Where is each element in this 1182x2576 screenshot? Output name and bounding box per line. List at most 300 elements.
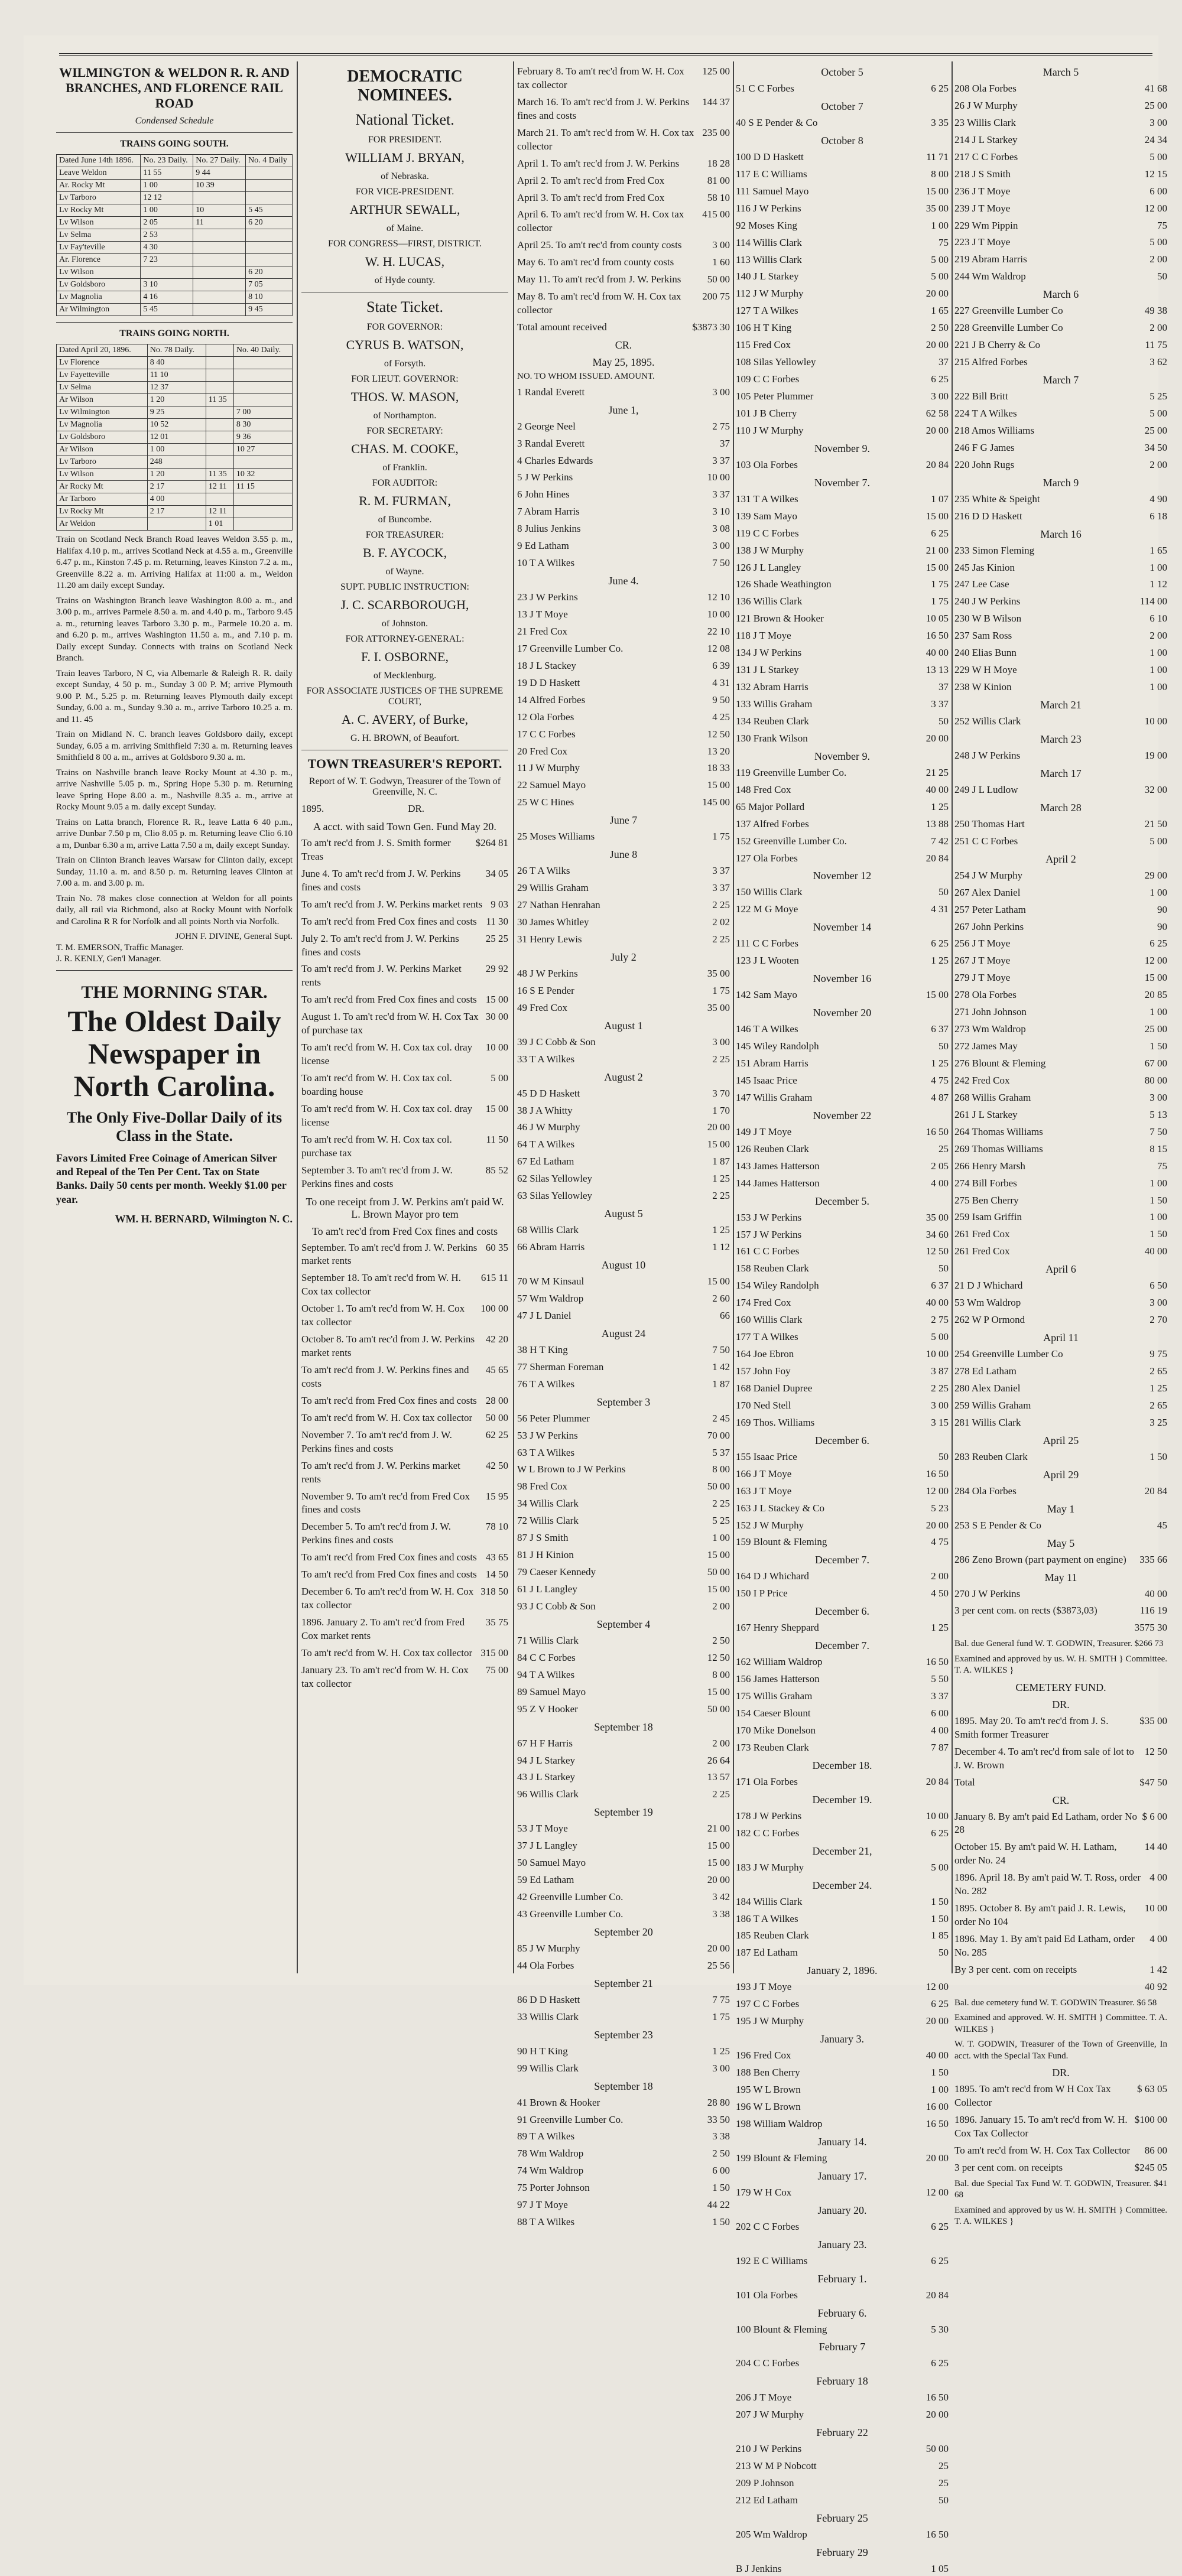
entry-amount: 1 85 (931, 1930, 949, 1941)
entry-text: 111 C C Forbes (736, 938, 798, 949)
entry-text: 25 Moses Williams (517, 831, 595, 843)
ledger-entry (954, 1313, 1167, 1327)
entry-text: August 24 (601, 1327, 646, 1339)
timetable-row (57, 431, 293, 444)
entry-text: 61 J L Langley (517, 1583, 577, 1595)
timetable-cell: 12 11 (206, 506, 233, 518)
ledger-entry (736, 2100, 949, 2114)
entry-text: 268 Willis Graham (954, 1091, 1031, 1103)
ledger-entry (517, 2181, 730, 2195)
ledger-entry (736, 527, 949, 541)
cemetery-entries (954, 1715, 1167, 1790)
entry-amount: 10 00 (485, 1042, 508, 1053)
entry-text: 215 Alfred Forbes (954, 356, 1028, 368)
entry-text: September 19 (594, 1806, 653, 1819)
timetable-cell (193, 229, 246, 242)
entry-text: 229 Wm Pippin (954, 219, 1018, 231)
entry-text: December 6. To am't rec'd from W. H. Cox tax collector (301, 1586, 474, 1611)
ledger-entry (517, 1566, 730, 1579)
nominee-name: CYRUS B. WATSON, (346, 337, 464, 352)
report-dr: DR. (408, 803, 425, 814)
entry-text: 126 Shade Weathington (736, 578, 832, 590)
entry-text: 94 T A Wilkes (517, 1668, 575, 1680)
ledger-entry (517, 1121, 730, 1134)
date-heading (954, 1469, 1167, 1481)
nominee-place: G. H. BROWN, of Beaufort. (350, 733, 459, 743)
ledger-entry (736, 835, 949, 848)
entry-amount: $264 81 (475, 837, 508, 848)
entry-amount: 15 00 (707, 1840, 730, 1852)
entry-text: 279 J T Moye (954, 972, 1011, 984)
entry-amount: 50 00 (707, 1481, 730, 1492)
ledger-entry (517, 1771, 730, 1784)
entry-text: 105 Peter Plummer (736, 391, 814, 402)
entry-text: 46 J W Murphy (517, 1121, 580, 1133)
date-heading (517, 1208, 730, 1220)
entry-text: 256 J T Moye (954, 938, 1011, 949)
entry-amount: 15 00 (926, 561, 949, 573)
entry-amount: 2 65 (1149, 1365, 1167, 1377)
date-heading (736, 2341, 949, 2353)
ledger-entry (736, 219, 949, 233)
ledger-entry (954, 954, 1167, 968)
entry-amount: 9 50 (712, 694, 730, 705)
entry-text: 1895. May 20. To am't rec'd from J. S. Smith former Treasurer (954, 1715, 1109, 1740)
entry-amount: 6 25 (1149, 938, 1167, 949)
entry-text: 41 Brown & Hooker (517, 2096, 600, 2108)
entry-amount: 3 00 (712, 239, 730, 251)
ledger-entry (736, 1416, 949, 1430)
entry-text: 174 Fred Cox (736, 1297, 791, 1309)
timetable-cell: 10 27 (233, 444, 292, 456)
nominee-place: of Johnston. (381, 619, 428, 629)
entry-amount: 2 00 (931, 1570, 949, 1582)
date-heading (517, 1020, 730, 1032)
ledger-entry (517, 1754, 730, 1768)
timetable-row (57, 444, 293, 456)
ledger-entry (954, 1040, 1167, 1053)
timetable-row (57, 266, 293, 279)
entry-amount: 4 25 (712, 711, 730, 723)
traffic-manager: T. M. EMERSON, Traffic Manager. (56, 942, 184, 952)
entry-amount: 20 85 (1144, 989, 1167, 1001)
entry-amount: 33 50 (707, 2113, 730, 2125)
timetable-row (57, 406, 293, 419)
entry-amount: 15 00 (707, 1583, 730, 1595)
entry-amount: 5 00 (1149, 407, 1167, 419)
column-divider (952, 61, 953, 1973)
ledger-entry (736, 1861, 949, 1875)
date-heading (954, 767, 1167, 780)
entry-text: 100 Blount & Fleming (736, 2323, 827, 2335)
entry-text: 78 Wm Waldrop (517, 2148, 584, 2159)
entry-text: 27 Nathan Henrahan (517, 899, 600, 911)
entry-text: 37 J L Langley (517, 1840, 577, 1852)
entry-text: 246 F G James (954, 441, 1015, 453)
entry-text: August 1. To am't rec'd from W. H. Cox Tax of purchase tax (301, 1011, 479, 1036)
entry-text: To am't rec'd from W. H. Cox tax col. boarding house (301, 1072, 452, 1097)
entry-text: January 23. To am't rec'd from W. H. Cox tax collector (301, 1664, 469, 1689)
ledger-entry (954, 168, 1167, 181)
ledger-entry (736, 1262, 949, 1276)
date-heading (954, 1537, 1167, 1550)
ad-five-dollar: The Only Five-Dollar Daily of its Class in the State. (66, 1109, 282, 1145)
date-heading (517, 1926, 730, 1938)
entry-text: May 5 (1047, 1537, 1075, 1549)
entry-text: 139 Sam Mayo (736, 510, 797, 522)
entry-amount: 50 (939, 1450, 949, 1462)
ledger-entry (954, 903, 1167, 917)
entry-text: February 1. (817, 2272, 867, 2285)
entry-text: 19 D D Haskett (517, 676, 580, 688)
timetable-cell: 6 20 (246, 266, 293, 279)
entry-text: December 7. (815, 1640, 869, 1652)
date-heading (954, 853, 1167, 866)
ledger-entry (301, 1241, 508, 1269)
entry-amount: 37 (939, 681, 949, 693)
date-heading (736, 1195, 949, 1208)
timetable-cell: 4 16 (141, 291, 193, 304)
entry-amount: 1 25 (931, 801, 949, 812)
entry-text: April 25. To am't rec'd from county costs (517, 239, 682, 251)
entry-text: To am't rec'd from J. S. Smith former Treas (301, 837, 451, 862)
entry-amount: 1 50 (931, 2067, 949, 2079)
ledger-entry (736, 1621, 949, 1635)
entry-text: 227 Greenville Lumber Co (954, 305, 1063, 317)
entry-amount: 12 15 (1144, 168, 1167, 180)
entry-text: By 3 per cent. com on receipts (954, 1963, 1077, 1975)
ledger-entry (736, 185, 949, 199)
entry-text: 3 per cent com. on receipts (954, 2161, 1063, 2173)
ledger-entry (736, 1946, 949, 1960)
report-year: 1895. (301, 803, 324, 814)
entry-text: 95 Z V Hooker (517, 1703, 578, 1715)
entry-amount: 3 00 (1149, 1091, 1167, 1103)
timetable-cell (206, 382, 233, 394)
entry-amount: 28 00 (485, 1394, 508, 1406)
entry-text: 123 J L Wooten (736, 955, 799, 967)
ledger-entry (736, 1690, 949, 1703)
timetable-cell: Lv Magnolia (57, 419, 148, 431)
entry-amount: 1 75 (931, 596, 949, 607)
ledger-entry (954, 2161, 1167, 2175)
ledger-entry (736, 2460, 949, 2473)
entry-text: To am't rec'd from Fred Cox fines and costs (301, 1394, 477, 1406)
ledger-entry (954, 1840, 1167, 1868)
entry-text: 117 E C Williams (736, 168, 807, 180)
entry-text: 23 Willis Clark (954, 116, 1016, 128)
timetable-cell (193, 254, 246, 266)
timetable-cell: 12 12 (141, 192, 193, 204)
entry-text: 29 Willis Graham (517, 882, 589, 894)
ledger-entry (954, 1074, 1167, 1088)
entry-amount: 20 00 (926, 2409, 949, 2421)
ledger-column-3 (517, 61, 730, 2228)
entry-text: September 21 (594, 1977, 653, 1989)
entry-text: June 4. To am't rec'd from J. W. Perkins fines and costs (301, 867, 461, 893)
ledger-entry (736, 1331, 949, 1344)
ledger-entry (954, 886, 1167, 900)
ledger-entry (517, 65, 730, 92)
ledger-entry (954, 1715, 1167, 1742)
timetable-cell: 2 17 (147, 506, 206, 518)
cemetery-title: CEMETERY FUND. (1015, 1681, 1106, 1693)
entry-amount: 85 52 (485, 1164, 508, 1176)
ledger-entry (954, 1776, 1167, 1790)
entry-amount: 90 (1157, 903, 1167, 915)
timetable-row (57, 481, 293, 493)
timetable-cell (193, 304, 246, 316)
ledger-entry (736, 287, 949, 301)
ledger-entry (736, 1023, 949, 1036)
entry-amount: 20 84 (926, 852, 949, 864)
entry-amount: 1 00 (931, 2084, 949, 2095)
entry-amount: 13 88 (926, 818, 949, 830)
entry-text: 21 D J Whichard (954, 1280, 1023, 1292)
entry-text: 21 Fred Cox (517, 625, 567, 637)
entry-amount: 1 70 (712, 1104, 730, 1116)
entry-text: 5 J W Perkins (517, 471, 573, 483)
entry-text: 185 Reuben Clark (736, 1930, 809, 1941)
entry-text: 199 Blount & Fleming (736, 2152, 827, 2164)
date-heading (736, 2273, 949, 2285)
entry-text: 207 J W Murphy (736, 2409, 804, 2421)
ledger-entry (954, 663, 1167, 677)
ledger-entry (517, 522, 730, 536)
cemetery-total-row (954, 1980, 1167, 1994)
entry-text: November 9. (814, 442, 870, 454)
entry-amount: 2 50 (712, 2148, 730, 2159)
ledger-entry (517, 488, 730, 502)
date-heading (736, 921, 949, 934)
ledger-entry (517, 711, 730, 724)
ad-oldest: The Oldest Daily Newspaper in North Carolina. (67, 1004, 281, 1103)
entry-text: 112 J W Murphy (736, 288, 804, 300)
entry-amount: 1 75 (712, 2011, 730, 2022)
date-heading (736, 477, 949, 489)
entry-text: 9 Ed Latham (517, 540, 569, 552)
ledger-entry (736, 1587, 949, 1601)
entry-amount: 4 87 (931, 1091, 949, 1103)
receipts-list (517, 65, 730, 334)
entry-text: 247 Lee Case (954, 578, 1009, 590)
nominee-place: of Buncombe. (378, 515, 432, 525)
ledger-entry (736, 1895, 949, 1909)
ledger-entry (517, 642, 730, 656)
ledger-entry (736, 2220, 949, 2234)
entry-text: 67 H F Harris (517, 1737, 573, 1749)
entry-text: 59 Ed Latham (517, 1874, 574, 1886)
ledger-entry (954, 2144, 1167, 2158)
entry-amount: 318 50 (480, 1586, 508, 1598)
ledger-entry (954, 629, 1167, 643)
entry-text: 140 J L Starkey (736, 271, 799, 282)
entry-amount: 5 30 (931, 2323, 949, 2335)
entry-text: July 2 (611, 951, 637, 963)
entry-text: May 8. To am't rec'd from W. H. Cox tax collector (517, 291, 681, 316)
entry-text: February 8. To am't rec'd from W. H. Cox tax collector (517, 66, 684, 90)
timetable-cell: Leave Weldon (57, 167, 141, 180)
entry-text: January 3. (820, 2033, 864, 2045)
date-heading (736, 2136, 949, 2148)
nominee-name: W. H. LUCAS, (365, 254, 445, 269)
entry-amount: 2 75 (931, 1314, 949, 1326)
entry-amount: 12 50 (707, 1651, 730, 1663)
ledger-entry (517, 539, 730, 553)
entry-amount: 1 00 (1149, 1211, 1167, 1223)
entry-text: 96 Willis Clark (517, 1788, 579, 1800)
nominee-office: FOR TREASURER: (365, 530, 444, 540)
entry-text: 163 J L Stackey & Co (736, 1502, 824, 1514)
ledger-entry (517, 1172, 730, 1186)
entry-text: 278 Ola Forbes (954, 989, 1017, 1001)
ledger-entry (736, 116, 949, 130)
entry-text: October 5 (821, 66, 863, 78)
entry-text: March 17 (1040, 767, 1082, 779)
entry-amount: 12 00 (926, 2186, 949, 2198)
entry-text: 23 J W Perkins (517, 591, 578, 603)
entry-text: 121 Brown & Hooker (736, 613, 824, 625)
entry-amount: 20 00 (707, 1942, 730, 1954)
entry-text: 43 Greenville Lumber Co. (517, 1908, 624, 1920)
entry-amount: 10 00 (707, 609, 730, 620)
ledger-entry (736, 852, 949, 866)
entry-amount: 2 60 (712, 1292, 730, 1304)
ledger-entry (517, 2096, 730, 2110)
entry-text: 53 J W Perkins (517, 1429, 578, 1441)
entry-text: April 25 (1043, 1434, 1079, 1446)
entry-text: To am't rec'd from W. H. Cox tax collector (301, 1411, 473, 1423)
ledger-entry (301, 962, 508, 990)
date-heading (954, 1435, 1167, 1447)
ledger-entry (736, 783, 949, 797)
ledger-entry (301, 1302, 508, 1329)
timetable-row (57, 291, 293, 304)
entry-text: To am't rec'd from J. W. Perkins market rents (301, 898, 483, 910)
entry-amount: 42 50 (485, 1459, 508, 1471)
entry-amount: 4 00 (1149, 1872, 1167, 1884)
entry-text: 71 Willis Clark (517, 1634, 579, 1646)
entry-amount: 25 00 (1144, 1023, 1167, 1035)
ledger-entry (517, 1378, 730, 1391)
entry-text: 166 J T Moye (736, 1468, 792, 1479)
orders-header: NO. TO WHOM ISSUED. AMOUNT. (517, 371, 655, 381)
nominee-block (301, 322, 508, 369)
entry-text: 259 Isam Griffin (954, 1211, 1022, 1223)
entry-amount: 2 25 (712, 1053, 730, 1065)
entry-amount: 2 25 (712, 1190, 730, 1202)
entry-text: 142 Sam Mayo (736, 989, 797, 1001)
entry-amount: 116 19 (1139, 1605, 1167, 1616)
entry-text: May 11. To am't rec'd from J. W. Perkins (517, 274, 681, 285)
timetable-cell: 10 32 (233, 469, 292, 481)
entry-text: To am't rec'd from Fred Cox fines and costs (301, 994, 477, 1006)
entry-text: 63 T A Wilkes (517, 1446, 575, 1458)
train-note: Trains on Nashville branch leave Rocky Mount at 4.30 p. m., arrive Nashville 5.05 p. m., Spring Hope 5.30 p. m. Returning leave Spring Hope 8.00 a. m., Nashville 8.35 a. m., arrive at Rocky Mount 9.05 a m. daily except Sunday. (56, 767, 293, 812)
date-heading (517, 814, 730, 827)
date-heading (736, 2239, 949, 2251)
entry-amount: 6 37 (931, 1280, 949, 1292)
entry-amount: 35 00 (926, 202, 949, 214)
ledger-entry (517, 2113, 730, 2127)
timetable-cell: No. 78 Daily. (147, 344, 206, 357)
train-notes (56, 534, 293, 928)
ledger-entry (736, 1536, 949, 1549)
entry-amount: 3 62 (1149, 356, 1167, 368)
entry-text: 163 J T Moye (736, 1485, 792, 1497)
timetable-cell: No. 4 Daily (246, 155, 293, 167)
entry-amount: 15 00 (926, 510, 949, 522)
entry-text: 170 Ned Stell (736, 1399, 791, 1411)
entry-text: 157 J W Perkins (736, 1228, 802, 1240)
entry-text: September. To am't rec'd from J. W. Perkins market rents (301, 1241, 478, 1267)
entry-text: February 7 (819, 2341, 866, 2353)
railroad-title: WILMINGTON & WELDON R. R. AND BRANCHES, AND FLORENCE RAIL ROAD (59, 65, 290, 110)
entry-text: February 29 (816, 2546, 868, 2558)
entry-amount: 70 00 (707, 1429, 730, 1441)
ledger-entry (736, 1160, 949, 1173)
ledger-entry (954, 715, 1167, 728)
date-heading (301, 821, 508, 833)
entry-amount: 1 00 (1149, 664, 1167, 676)
entry-amount: 2 25 (712, 1788, 730, 1800)
entry-text: 133 Willis Graham (736, 698, 813, 710)
entry-text: 93 J C Cobb & Son (517, 1600, 596, 1612)
entry-amount: $35 00 (1139, 1715, 1167, 1726)
entry-amount: 3 00 (931, 1399, 949, 1411)
timetable-cell (233, 394, 292, 406)
timetable-cell: 9 45 (246, 304, 293, 316)
ledger-entry (736, 304, 949, 318)
date-heading (736, 972, 949, 985)
timetable-cell: 9 25 (147, 406, 206, 419)
ledger-entry (517, 916, 730, 929)
date-heading (517, 2080, 730, 2093)
ledger-entry (736, 2494, 949, 2507)
report-intro: Report of W. T. Godwyn, Treasurer of the Town of Greenville, N. C. (309, 776, 501, 797)
entry-text: 251 C C Forbes (954, 835, 1018, 847)
entry-amount: 9 75 (1149, 1348, 1167, 1360)
timetable-cell: 9 44 (193, 167, 246, 180)
entry-amount: 20 84 (926, 458, 949, 470)
entry-amount: 15 00 (707, 1549, 730, 1561)
timetable-cell: 10 (193, 204, 246, 217)
entry-text: 209 P Johnson (736, 2477, 794, 2489)
ledger-entry (954, 1519, 1167, 1533)
timetable-cell: Lv Selma (57, 229, 141, 242)
ledger-entry (517, 273, 730, 287)
ledger-entry (736, 1313, 949, 1327)
entry-text: 134 J W Perkins (736, 647, 802, 659)
entry-text: 188 Ben Cherry (736, 2067, 800, 2079)
ledger-entry (736, 903, 949, 916)
entry-amount: 42 20 (485, 1333, 508, 1345)
entry-text: To am't rec'd from W. H. Cox tax col. dray license (301, 1102, 473, 1128)
ledger-entry (954, 1871, 1167, 1898)
ledger-entry (517, 1189, 730, 1203)
column-divider (733, 61, 734, 1973)
entry-amount: 2 65 (1149, 1399, 1167, 1411)
special-tax-intro: W. T. GODWIN, Treasurer of the Town of Greenville, In acct. with the Special Tax Fund. (954, 2040, 1167, 2061)
entry-text: 233 Simon Fleming (954, 544, 1035, 556)
ledger-entry (736, 818, 949, 831)
ledger-entry (301, 898, 508, 912)
entry-amount: 18 33 (707, 762, 730, 774)
entry-text: 240 Elias Bunn (954, 647, 1017, 659)
entry-text: December 6. (815, 1434, 869, 1446)
entry-text: 261 Fred Cox (954, 1228, 1010, 1240)
timetable-cell (206, 431, 233, 444)
